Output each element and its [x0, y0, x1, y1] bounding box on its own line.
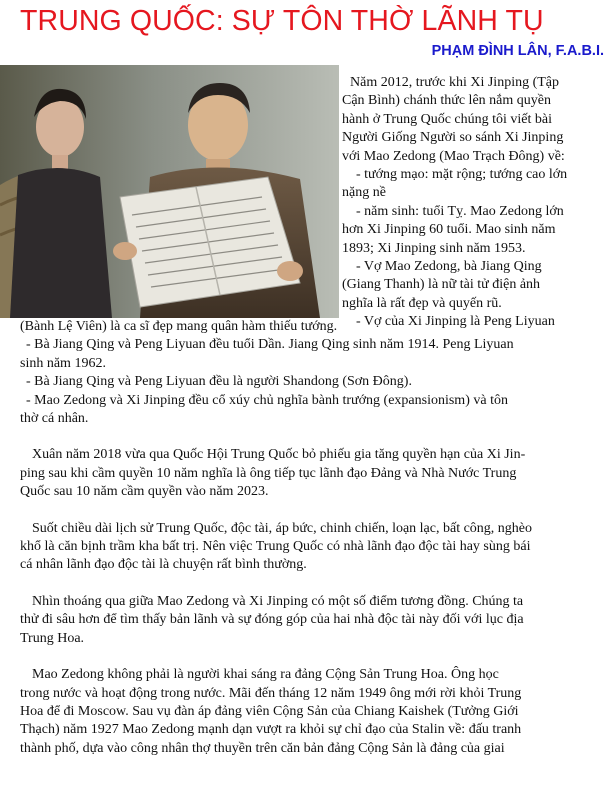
- comparison-bullet: - Vợ Mao Zedong, bà Jiang Qing: [356, 259, 542, 275]
- paragraph-line: Hoa để đi Moscow. Sau vụ đàn áp đảng viên Cộng Sản của Chiang Kaishek (Tưởng Giới: [20, 703, 519, 719]
- intro-line: với Mao Zedong (Mao Trạch Đông) về:: [342, 148, 565, 164]
- body-text: [20, 318, 606, 758]
- paragraph-line: Trung Hoa.: [20, 630, 85, 646]
- comparison-bullet: - năm sinh: tuổi Tỵ. Mao Zedong lớn: [356, 203, 564, 219]
- comparison-bullet-cont: (Giang Thanh) là nữ tài tử điện ảnh: [342, 277, 541, 293]
- comparison-bullet: - Mao Zedong và Xi Jinping đều cổ xúy chủ nghĩa bành trướng (expansionism) và tôn: [26, 392, 508, 408]
- comparison-bullet: - Bà Jiang Qing và Peng Liyuan đều tuổi Dần. Jiang Qing sinh năm 1914. Peng Liyuan: [26, 337, 514, 353]
- paragraph-line: Mao Zedong không phải là người khai sáng ra đảng Cộng Sản Trung Hoa. Ông học: [32, 667, 499, 683]
- paragraph-line: thử đi sâu hơn để tìm thấy bản lãnh và sự đóng góp của hai nhà độc tài này đối với lục địa: [20, 612, 524, 628]
- paragraph-line: thành phố, dựa vào công nhân thợ thuyền trên căn bản đảng Cộng Sản là đảng của giai: [20, 740, 505, 756]
- comparison-bullet: - Bà Jiang Qing và Peng Liyuan đều là người Shandong (Sơn Đông).: [26, 374, 412, 390]
- paragraph-line: Xuân năm 2018 vừa qua Quốc Hội Trung Quốc bỏ phiếu gia tăng quyền hạn của Xi Jin-: [32, 447, 526, 463]
- paragraph-line: Nhìn thoáng qua giữa Mao Zedong và Xi Jinping có một số điểm tương đồng. Chúng ta: [32, 593, 524, 609]
- continued-line: (Bành Lệ Viên) là ca sĩ đẹp mang quân hàm thiếu tướng.: [20, 319, 338, 334]
- comparison-bullet: - tướng mạo: mặt rộng; tướng cao lớn: [356, 167, 568, 183]
- article-photo: [0, 65, 339, 318]
- intro-line: Năm 2012, trước khi Xi Jinping (Tập: [350, 75, 560, 90]
- intro-column: [342, 74, 604, 332]
- paragraph-line: Suốt chiều dài lịch sử Trung Quốc, độc tài, áp bức, chinh chiến, loạn lạc, bất công, nghèo: [32, 520, 533, 536]
- paragraph-line: khổ là căn bịnh trầm kha bất trị. Nên việc Trung Quốc có nhà lãnh đạo độc tài hay sùng bái: [20, 539, 531, 555]
- comparison-bullet: - Vợ của Xi Jinping là Peng Liyuan: [356, 314, 555, 330]
- comparison-bullet-cont: nghĩa là rất đẹp và quyến rũ.: [342, 295, 502, 311]
- paragraph-line: cá nhân lãnh đạo độc tài là chuyện rất bình thường.: [20, 557, 307, 573]
- author-byline: PHẠM ĐÌNH LÂN, F.A.B.I.: [431, 43, 604, 59]
- paragraph-line: ping sau khi cầm quyền 10 năm nghĩa là ông tiếp tục lãnh đạo Đảng và Nhà Nước Trung: [20, 465, 517, 481]
- paragraph-line: Quốc sau 10 năm cầm quyền vào năm 2023.: [20, 484, 269, 500]
- paragraph-line: trong nước và hoạt động trong nước. Mãi đến tháng 12 năm 1949 ông mới rời khỏi Trung: [20, 685, 522, 701]
- intro-line: Cận Bình) chánh thức lên nắm quyền: [342, 93, 551, 109]
- comparison-bullet-cont: nặng nề: [342, 185, 386, 201]
- comparison-bullet-cont: thờ cá nhân.: [20, 411, 89, 427]
- comparison-bullet-cont: 1893; Xi Jinping sinh năm 1953.: [342, 240, 526, 256]
- paragraph-line: Thạch) năm 1927 Mao Zedong mạnh dạn vượt ra khỏi sự chỉ đạo của Stalin về: đấu tranh: [20, 722, 522, 738]
- intro-line: hành ở Trung Quốc chúng tôi viết bài: [342, 111, 552, 127]
- article-title: TRUNG QUỐC: SỰ TÔN THỜ LÃNH TỤ: [20, 5, 544, 37]
- comparison-bullet-cont: sinh năm 1962.: [20, 355, 106, 371]
- comparison-bullet-cont: hơn Xi Jinping 60 tuổi. Mao sinh năm: [342, 222, 556, 238]
- intro-line: Người Giống Người so sánh Xi Jinping: [342, 130, 564, 146]
